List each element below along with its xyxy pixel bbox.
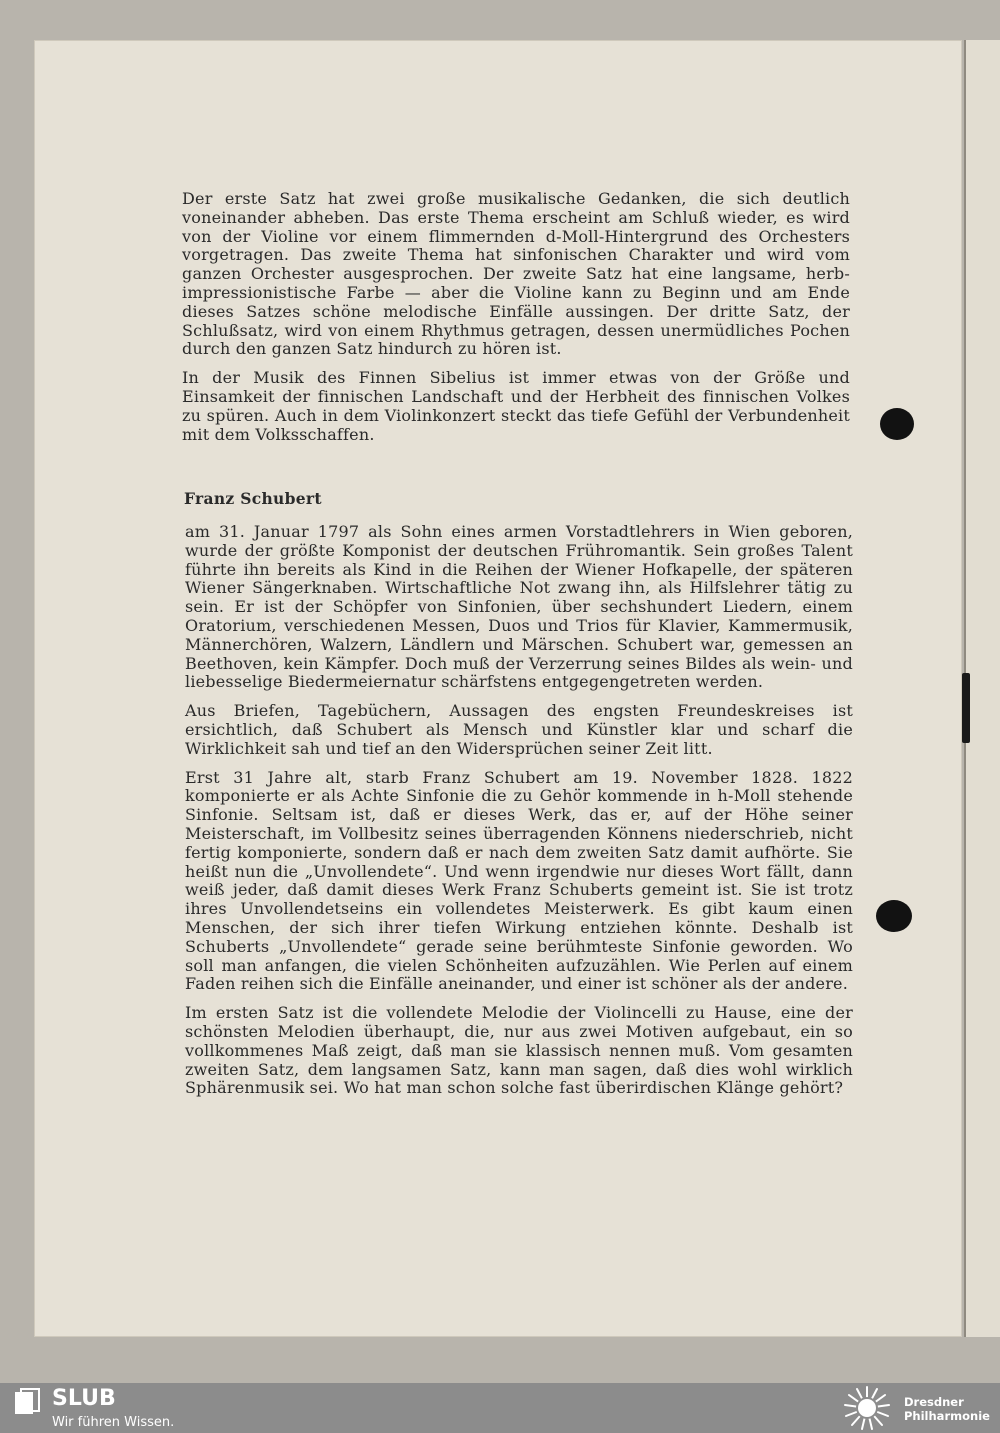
paragraph-first-movement: Im ersten Satz ist die vollendete Melodie der Violincelli zu Hause, eine der schönsten Melodien überhaupt, die, nur aus zwei Motiven aufgebaut, ein so vollkommenes Maß zeigt, daß man sie klassisch nennen muß. Vom gesamten zweiten Satz, dem langsamen Satz, kann man sagen, daß dies wohl wirklich Sphärenmusik sei. Wo hat man schon solche fast überirdischen Klänge gehört?: [185, 1003, 853, 1098]
paragraph-unvollendete: Erst 31 Jahre alt, starb Franz Schubert am 19. November 1828. 1822 komponierte er als Achte Sinfonie die zu Gehör kommende in h-Moll stehende Sinfonie. Seltsam ist, daß er dieses Werk, das er, auf der Höhe seiner Meisterschaft, im Vollbesitz seines überragenden Könnens niederschrieb, nicht fertig komponierte, sondern daß er nach dem zweiten Satz damit aufhörte. Sie heißt nun die „Unvollendete“. Und wenn irgendwie nur dieses Wort fällt, dann weiß jeder, daß damit dieses Werk Franz Schuberts gemeint ist. Sie ist trotz ihres Unvollendetseins ein vollendetes Meisterwerk. Es gibt kaum einen Menschen, der sich ihrer tiefen Wirkung entziehen könnte. Deshalb ist Schuberts „Unvollendete“ gerade seine berühmteste Sinfonie geworden. Wo soll man anfangen, die vielen Schönheiten aufzuzählen. Wie Perlen auf einem Faden reihen sich die Einfälle aneinander, und einer ist schöner als der andere.: [185, 767, 853, 994]
schubert-text-block: [185, 523, 853, 1108]
dresdner-philharmonie-logo-icon[interactable]: [842, 1385, 892, 1431]
paragraph-schubert-reality: Aus Briefen, Tagebüchern, Aussagen des engsten Freundeskreises ist ersichtlich, daß Schubert als Mensch und Künstler klar und scharf die Wirklichkeit sah und tief an den Widersprüchen seiner Zeit litt.: [185, 701, 853, 758]
partner-name-line2: Philharmonie: [904, 1409, 990, 1423]
top-text-block: [182, 190, 850, 454]
punch-hole-bottom: [876, 900, 912, 932]
library-tagline: Wir führen Wissen.: [52, 1415, 175, 1430]
paragraph-sibelius-movements: Der erste Satz hat zwei große musikalische Gedanken, die sich deutlich voneinander abheben. Das erste Thema erscheint am Schluß wieder, es wird von der Violine vor einem flimmernden d-Moll-Hintergrund des Orchesters vorgetragen. Das zweite Thema hat sinfonischen Charakter und wird vom ganzen Orchester ausgesprochen. Der zweite Satz hat eine langsame, herb-impressionistische Farbe — aber die Violine kann zu Beginn und am Ende dieses Satzes schöne melodische Einfälle aussingen. Der dritte Satz, der Schlußsatz, wird von einem Rhythmus getragen, dessen unermüdliches Pochen durch den ganzen Satz hindurch zu hören ist.: [182, 189, 850, 359]
library-name[interactable]: SLUB: [52, 1386, 116, 1411]
partner-name[interactable]: [904, 1395, 990, 1423]
paragraph-schubert-bio: am 31. Januar 1797 als Sohn eines armen Vorstadtlehrers in Wien geboren, wurde der größte Komponist der deutschen Frühromantik. Sein großes Talent führte ihn bereits als Kind in die Reihen der Wiener Hofkapelle, der späteren Wiener Sängerknaben. Wirtschaftliche Not zwang ihn, als Hilfslehrer tätig zu sein. Er ist der Schöpfer von Sinfonien, über sechshundert Liedern, einem Oratorium, verschiedenen Messen, Duos und Trios für Klavier, Kammermusik, Männerchören, Walzern, Ländlern und Märschen. Schubert war, gemessen an Beethoven, kein Kämpfer. Doch muß der Verzerrung seines Bildes als wein- und liebesselige Biedermeiernatur schärfstens entgegengetreten werden.: [185, 522, 853, 692]
section-heading: Franz Schubert: [184, 489, 322, 508]
punch-hole-top: [880, 408, 914, 440]
partner-name-line1: Dresdner: [904, 1395, 964, 1409]
slub-logo-icon[interactable]: [14, 1388, 40, 1416]
binding-mark: [962, 673, 970, 743]
paragraph-sibelius-nature: In der Musik des Finnen Sibelius ist immer etwas von der Größe und Einsamkeit der finnischen Landschaft und der Herbheit des finnischen Volkes zu spüren. Auch in dem Violinkonzert steckt das tiefe Gefühl der Verbundenheit mit dem Volksschaffen.: [182, 368, 850, 444]
